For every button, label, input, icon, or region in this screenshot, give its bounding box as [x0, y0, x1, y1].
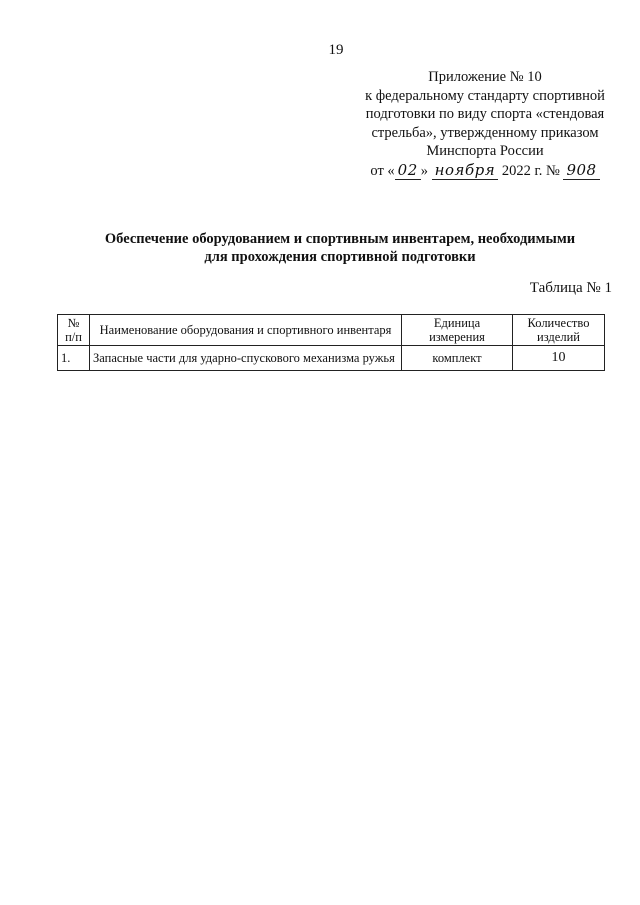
- header-quantity: [513, 315, 605, 346]
- handwritten-order-number: 908: [563, 161, 599, 180]
- row-quantity: 10: [513, 346, 605, 371]
- row-number: 1.: [58, 346, 90, 371]
- appendix-line: к федеральному стандарту спортивной: [365, 87, 605, 104]
- appendix-line: стрельба», утвержденному приказом: [371, 124, 599, 141]
- page-number: 19: [328, 42, 344, 58]
- handwritten-month: ноября: [432, 161, 499, 180]
- handwritten-day: 02: [395, 161, 421, 180]
- table-label: Таблица № 1: [529, 280, 612, 296]
- document-title: [60, 230, 620, 266]
- row-unit: комплект: [402, 346, 513, 371]
- date-mid: »: [420, 162, 429, 179]
- table-header-row: [58, 315, 605, 346]
- title-line: для прохождения спортивной подготовки: [204, 249, 476, 265]
- table-row: [58, 346, 605, 371]
- header-name: Наименование оборудования и спортивного инвентаря: [90, 315, 402, 346]
- appendix-header: [330, 68, 640, 180]
- header-unit-line2: измерения: [429, 330, 485, 344]
- header-unit-line1: Единица: [433, 316, 481, 330]
- order-date-line: [330, 161, 640, 181]
- header-quantity-line2: изделий: [537, 330, 580, 344]
- date-prefix: от «: [370, 162, 395, 179]
- header-unit: [402, 315, 513, 346]
- header-quantity-line1: Количество: [527, 316, 590, 330]
- appendix-line: Минспорта России: [426, 143, 544, 159]
- equipment-table: [57, 314, 605, 371]
- header-number-line1: №: [67, 316, 80, 330]
- appendix-line: подготовки по виду спорта «стендовая: [365, 106, 605, 122]
- row-name: Запасные части для ударно-спускового механизма ружья: [90, 346, 402, 371]
- title-line: Обеспечение оборудованием и спортивным инвентарем, необходимыми: [104, 231, 576, 247]
- date-year: 2022 г. №: [501, 162, 560, 179]
- appendix-title: Приложение № 10: [428, 69, 542, 85]
- header-number-line2: п/п: [65, 330, 82, 344]
- header-number: [58, 315, 90, 346]
